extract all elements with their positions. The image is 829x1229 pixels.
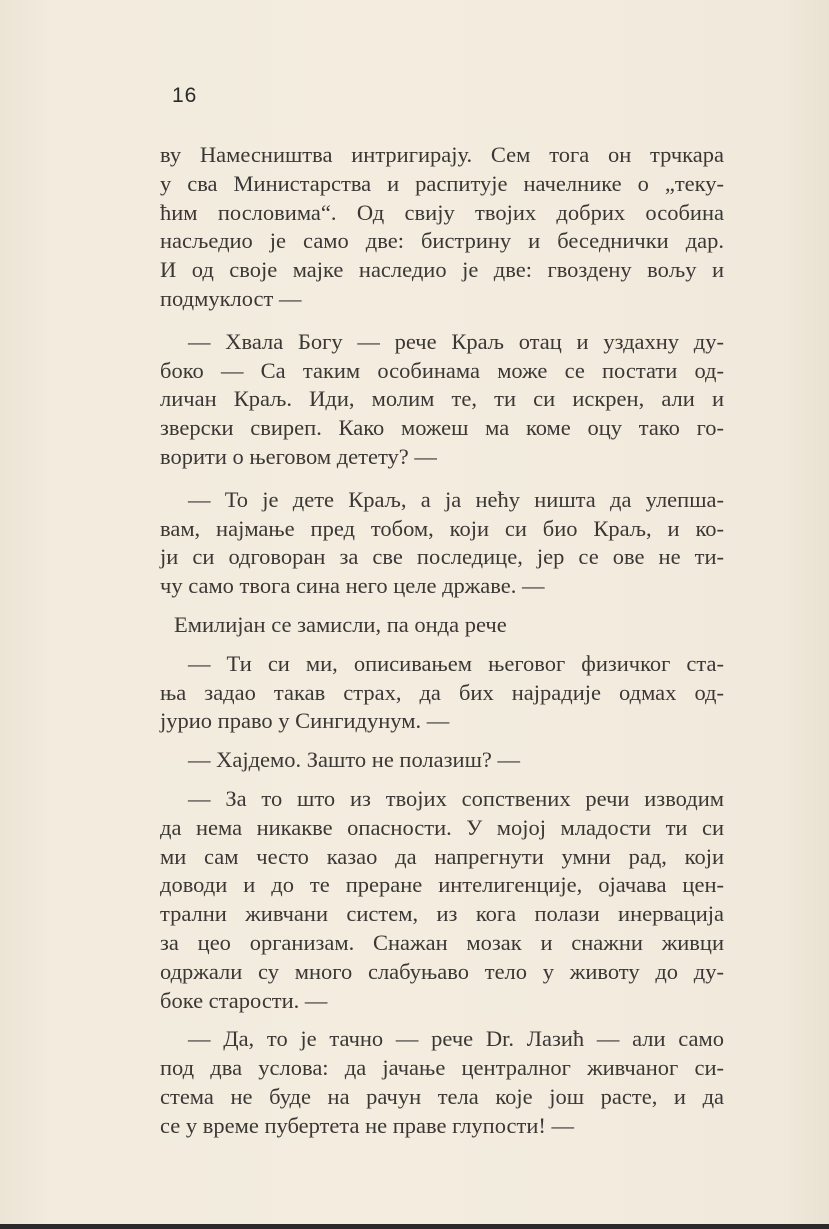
- text-line: — Да, то је тачно — рече Dr. Лазић — али само: [188, 1026, 724, 1052]
- text-line: доводи и до те преране интелигенције, ојачава цен-: [160, 872, 724, 898]
- text-line: Емилијан се замисли, па онда рече: [174, 611, 507, 637]
- paragraph-6: [160, 746, 724, 775]
- text-line: ћим пословима“. Од свију твојих добрих особина: [160, 199, 724, 225]
- text-line: трални живчани систем, из кога полази инервација: [160, 901, 724, 927]
- text-line: у сва Министарства и распитује начелнике о „теку-: [160, 170, 724, 196]
- text-line: боко — Са таким особинама може се постати од-: [160, 357, 724, 383]
- text-line: стема не буде на рачун тела које још расте, и да: [160, 1083, 724, 1109]
- text-line: вам, најмање пред тобом, који си био Краљ, и ко-: [160, 515, 724, 541]
- paragraph-4: [160, 611, 724, 640]
- paragraph-7: [160, 785, 724, 1015]
- text-line: ву Намесништва интригирају. Сем тога он трчкара: [160, 142, 724, 167]
- text-line: да нема никакве опасности. У мојој младости ти си: [160, 814, 724, 840]
- text-line: И од своје мајке наследио је две: гвоздену вољу и: [160, 257, 724, 283]
- text-line: ња задао такав страх, да бих најрадије одмах од-: [160, 679, 724, 705]
- text-line: ми сам често казао да напрегнути умни рад, који: [160, 843, 724, 869]
- text-line: одржали су много слабуњаво тело у животу до ду-: [160, 958, 724, 984]
- body-text: [160, 141, 724, 1141]
- paragraph-1: [160, 141, 724, 314]
- text-line: под два услова: да јачање централног живчаног си-: [160, 1055, 724, 1081]
- text-line: зверски свиреп. Како можеш ма коме оцу тако го-: [160, 415, 724, 441]
- text-line: јурио право у Сингидунум. —: [160, 708, 450, 734]
- paragraph-8: [160, 1025, 724, 1140]
- text-line: се у време пубертета не праве глупости! —: [160, 1112, 575, 1138]
- text-line: — Хвала Богу — рече Краљ отац и уздахну ду-: [188, 328, 724, 354]
- paragraph-2: [160, 328, 724, 472]
- text-line: ји си одговоран за све последице, јер се ове не ти-: [160, 544, 724, 570]
- paragraph-3: [160, 486, 724, 601]
- page-bottom-edge: [0, 1224, 829, 1229]
- paragraph-5: [160, 650, 724, 736]
- text-line: — Хајдемо. Зашто не полазиш? —: [188, 747, 521, 773]
- text-line: насљедио је само две: бистрину и беседнички дар.: [160, 228, 724, 254]
- page-number: 16: [172, 84, 198, 107]
- text-line: боке старости. —: [160, 987, 328, 1013]
- text-line: — За то што из твојих сопствених речи изводим: [188, 785, 724, 811]
- text-line: за цео организам. Снажан мозак и снажни живци: [160, 929, 724, 955]
- text-line: подмуклост —: [160, 285, 302, 311]
- text-line: — То је дете Краљ, а ја нећу ништа да улепша-: [188, 486, 724, 512]
- text-line: чу само твога сина него целе државе. —: [160, 573, 545, 599]
- text-line: ворити о његовом детету? —: [160, 443, 437, 469]
- text-line: личан Краљ. Иди, молим те, ти си искрен, али и: [160, 386, 724, 412]
- text-line: — Ти си ми, описивањем његовог физичког ста-: [188, 650, 724, 676]
